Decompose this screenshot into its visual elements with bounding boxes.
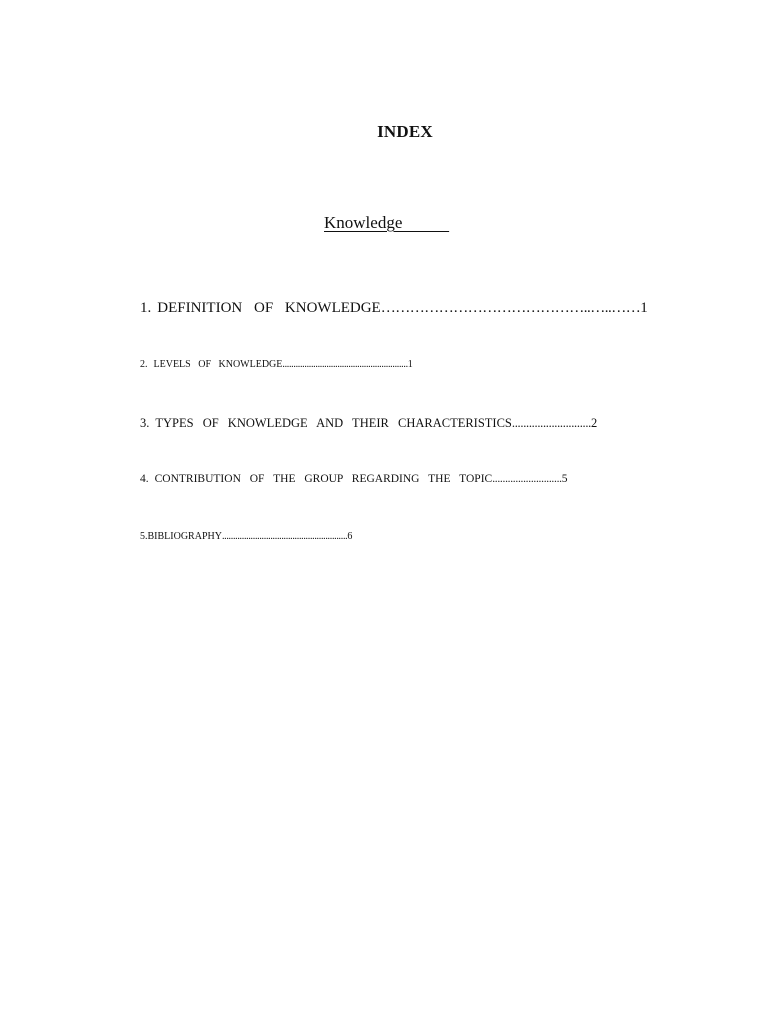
- toc-entry-leader: .........................................................: [282, 359, 408, 370]
- toc-entry-text: LEVELS OF KNOWLEDGE: [153, 359, 283, 370]
- toc-entry-definition: [140, 300, 648, 317]
- toc-entry-page: 6: [347, 531, 353, 542]
- toc-entry-contribution: [140, 473, 567, 485]
- toc-entry-number: 1.: [140, 300, 152, 316]
- toc-entry-page: 1: [640, 300, 648, 316]
- toc-entry-text: CONTRIBUTION OF THE GROUP REGARDING THE TOPIC: [154, 473, 493, 485]
- toc-entry-leader: ............................: [511, 416, 591, 430]
- toc-entry-leader: ……………………………………..…..……: [380, 300, 641, 316]
- toc-entry-text: DEFINITION OF KNOWLEDGE: [157, 300, 381, 316]
- toc-entry-number: 3.: [140, 416, 150, 430]
- toc-entry-page: 1: [407, 359, 413, 370]
- toc-entry-leader: .........................................................: [221, 531, 348, 542]
- toc-entry-text: TYPES OF KNOWLEDGE AND THEIR CHARACTERISTICS: [155, 416, 512, 430]
- toc-entry-levels: [140, 359, 413, 370]
- page-title: INDEX: [377, 122, 433, 141]
- toc-entry-page: 2: [591, 416, 598, 430]
- document-subtitle: Knowledge: [324, 213, 450, 232]
- toc-entry-number: 2.: [140, 359, 148, 370]
- toc-entry-number: 4.: [140, 473, 149, 485]
- toc-entry-leader: ...........................: [492, 473, 562, 485]
- toc-entry-bibliography: [140, 531, 352, 542]
- toc-entry-page: 5: [561, 473, 568, 485]
- toc-entry-number: 5.: [140, 531, 148, 542]
- toc-entry-types: [140, 416, 597, 431]
- toc-entry-text: BIBLIOGRAPHY: [147, 531, 222, 542]
